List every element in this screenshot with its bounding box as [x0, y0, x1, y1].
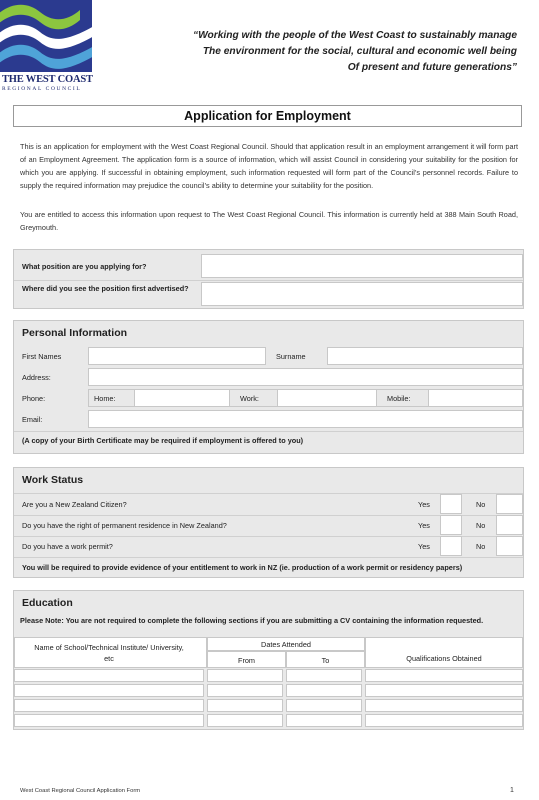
- to-input[interactable]: [286, 684, 362, 697]
- school-column-header: Name of School/Technical Institute/ University, etc: [34, 643, 184, 663]
- birth-certificate-note: (A copy of your Birth Certificate may be required if employment is offered to you): [22, 436, 304, 445]
- qualifications-header-cell: [365, 637, 523, 668]
- education-note: Please Note: You are not required to complete the following sections if you are submitting a CV containing the information requested.: [20, 616, 484, 625]
- address-label: Address:: [22, 373, 51, 382]
- qualifications-input[interactable]: [365, 699, 523, 712]
- no-label: No: [476, 521, 486, 530]
- quote-line: Of present and future generations”: [347, 62, 517, 73]
- mission-quote: [137, 28, 517, 76]
- qualifications-input[interactable]: [365, 669, 523, 682]
- home-phone-input[interactable]: [134, 389, 230, 407]
- work-permit-yes-checkbox[interactable]: [440, 536, 462, 556]
- advertised-input[interactable]: [201, 282, 523, 306]
- dates-column-header: Dates Attended: [261, 640, 311, 649]
- page-number: 1: [510, 787, 514, 794]
- school-input[interactable]: [14, 669, 204, 682]
- work-permit-question: Do you have a work permit?: [22, 542, 113, 551]
- yes-label: Yes: [418, 500, 430, 509]
- work-status-heading: Work Status: [22, 474, 84, 486]
- quote-line: The environment for the social, cultural and economic well being: [202, 46, 517, 57]
- work-phone-input[interactable]: [277, 389, 377, 407]
- mobile-phone-label: Mobile:: [387, 394, 411, 403]
- surname-input[interactable]: [327, 347, 523, 365]
- from-column-header: From: [237, 656, 256, 665]
- email-input[interactable]: [88, 410, 523, 428]
- mobile-phone-input[interactable]: [428, 389, 523, 407]
- logo-graphic: [0, 0, 92, 72]
- school-input[interactable]: [14, 684, 204, 697]
- work-phone-label: Work:: [240, 394, 259, 403]
- no-label: No: [476, 500, 486, 509]
- logo-waves-icon: [0, 0, 92, 72]
- logo-name: THE WEST COAST: [2, 74, 93, 85]
- from-input[interactable]: [207, 684, 283, 697]
- divider: [14, 280, 523, 281]
- form-title: Application for Employment: [13, 105, 522, 127]
- to-input[interactable]: [286, 714, 362, 727]
- quote-line: “Working with the people of the West Coast to sustainably manage: [193, 30, 517, 41]
- email-label: Email:: [22, 415, 43, 424]
- first-names-input[interactable]: [88, 347, 266, 365]
- residence-yes-checkbox[interactable]: [440, 515, 462, 535]
- surname-label: Surname: [276, 352, 306, 361]
- advertised-question-label: Where did you see the position first advertised?: [22, 284, 189, 293]
- from-input[interactable]: [207, 699, 283, 712]
- yes-label: Yes: [418, 542, 430, 551]
- position-section: [13, 249, 524, 309]
- to-input[interactable]: [286, 669, 362, 682]
- position-question-label: What position are you applying for?: [22, 262, 147, 271]
- qualifications-column-header: Qualifications Obtained: [406, 654, 482, 663]
- personal-info-heading: Personal Information: [22, 327, 128, 339]
- from-input[interactable]: [207, 669, 283, 682]
- council-logo: [0, 0, 92, 94]
- footer-form-name: West Coast Regional Council Application Form: [20, 788, 141, 794]
- to-input[interactable]: [286, 699, 362, 712]
- address-input[interactable]: [88, 368, 523, 386]
- nz-citizen-question: Are you a New Zealand Citizen?: [22, 500, 127, 509]
- divider: [14, 557, 523, 558]
- divider: [14, 431, 523, 432]
- education-heading: Education: [22, 597, 73, 609]
- intro-paragraph: This is an application for employment with the West Coast Regional Council. Should that application result in an employment arrangement it will form part of an Employment Agreement. The application form is a source of information, which will assist Council in considering your suitability for the position for which you are applying. If successful in obtaining employment, such information requested will form part of the Council’s personnel records. Failure to supply the required information may prejudice the council’s ability to determine your suitability for the position.: [20, 142, 518, 190]
- from-input[interactable]: [207, 714, 283, 727]
- qualifications-input[interactable]: [365, 684, 523, 697]
- phone-label: Phone:: [22, 394, 46, 403]
- work-status-section: [13, 467, 524, 578]
- work-permit-no-checkbox[interactable]: [496, 536, 523, 556]
- first-names-label: First Names: [22, 352, 62, 361]
- education-section: [13, 590, 524, 730]
- to-column-header: To: [321, 656, 330, 665]
- logo-subname: REGIONAL COUNCIL: [2, 86, 82, 92]
- no-label: No: [476, 542, 486, 551]
- home-phone-label: Home:: [94, 394, 116, 403]
- nz-citizen-yes-checkbox[interactable]: [440, 494, 462, 514]
- personal-info-section: [13, 320, 524, 454]
- yes-label: Yes: [418, 521, 430, 530]
- permanent-residence-question: Do you have the right of permanent residence in New Zealand?: [22, 521, 227, 530]
- school-input[interactable]: [14, 699, 204, 712]
- qualifications-input[interactable]: [365, 714, 523, 727]
- school-input[interactable]: [14, 714, 204, 727]
- work-entitlement-note: You will be required to provide evidence of your entitlement to work in NZ (ie. production of a work permit or residency papers): [22, 563, 463, 572]
- intro-paragraph: You are entitled to access this information upon request to The West Coast Regional Council. This information is currently held at 388 Main South Road, Greymouth.: [20, 210, 518, 232]
- nz-citizen-no-checkbox[interactable]: [496, 494, 523, 514]
- residence-no-checkbox[interactable]: [496, 515, 523, 535]
- position-input[interactable]: [201, 254, 523, 278]
